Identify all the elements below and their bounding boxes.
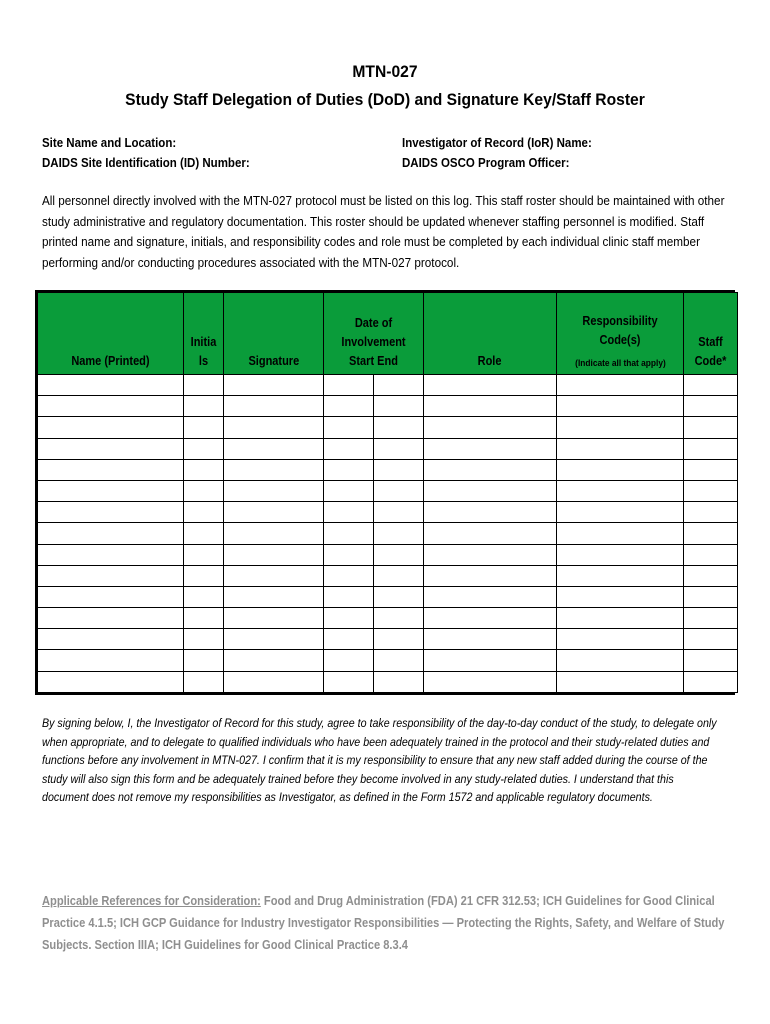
end-date-cell[interactable] bbox=[374, 438, 424, 459]
role-cell[interactable] bbox=[424, 523, 557, 544]
table-row bbox=[38, 396, 738, 417]
staff-code-cell[interactable] bbox=[684, 396, 738, 417]
initials-cell[interactable] bbox=[184, 417, 224, 438]
signature-cell[interactable] bbox=[224, 396, 324, 417]
responsibility-cell[interactable] bbox=[557, 396, 684, 417]
table-row bbox=[38, 629, 738, 650]
end-date-cell[interactable] bbox=[374, 586, 424, 607]
initials-cell[interactable] bbox=[184, 523, 224, 544]
staff-code-cell[interactable] bbox=[684, 375, 738, 396]
initials-cell[interactable] bbox=[184, 480, 224, 501]
name-cell[interactable] bbox=[38, 417, 184, 438]
references bbox=[42, 890, 727, 956]
table-row bbox=[38, 502, 738, 523]
references-text: Food and Drug Administration (FDA) 21 CFR 312.53; ICH Guidelines for Good Clinical Practice 4.1.5; ICH GCP Guidance for Industry Investigator Responsibilities — Protecting the Rights, Safety, and Welfare of Study Subjects. Section IIIA; ICH Guidelines for Good Clinical Practice 8.3.4 bbox=[42, 894, 725, 952]
table-row bbox=[38, 544, 738, 565]
end-date-cell[interactable] bbox=[374, 671, 424, 692]
header-staff-code: Staff Code* bbox=[684, 293, 738, 375]
responsibility-cell[interactable] bbox=[557, 480, 684, 501]
header-signature: Signature bbox=[224, 293, 324, 375]
name-cell[interactable] bbox=[38, 375, 184, 396]
responsibility-cell[interactable] bbox=[557, 608, 684, 629]
role-cell[interactable] bbox=[424, 629, 557, 650]
staff-code-cell[interactable] bbox=[684, 629, 738, 650]
end-date-cell[interactable] bbox=[374, 523, 424, 544]
start-date-cell[interactable] bbox=[324, 480, 374, 501]
header-role: Role bbox=[424, 293, 557, 375]
table-row bbox=[38, 438, 738, 459]
staff-code-cell[interactable] bbox=[684, 671, 738, 692]
initials-cell[interactable] bbox=[184, 650, 224, 671]
signature-cell[interactable] bbox=[224, 608, 324, 629]
investigator-statement: By signing below, I, the Investigator of Record for this study, agree to take responsibility of the day-to-day conduct of the study, to delegate only when appropriate, and to delegate to qualified individuals who have been adequately trained in the protocol and their study-related duties and functions before any involvement in MTN-027. I confirm that it is my responsibility to ensure that any new staff added during the course of the study will also sign this form and be adequately trained before they become involved in any study-related duties. I understand that this document does not remove my responsibilities as Investigator, as defined in the Form 1572 and applicable regulatory documents. bbox=[42, 716, 717, 804]
signature-cell[interactable] bbox=[224, 480, 324, 501]
signature-cell[interactable] bbox=[224, 544, 324, 565]
initials-cell[interactable] bbox=[184, 629, 224, 650]
end-date-cell[interactable] bbox=[374, 608, 424, 629]
responsibility-cell[interactable] bbox=[557, 671, 684, 692]
signature-cell[interactable] bbox=[224, 565, 324, 586]
document-subtitle: Study Staff Delegation of Duties (DoD) and Signature Key/Staff Roster bbox=[125, 90, 645, 109]
responsibility-cell[interactable] bbox=[557, 565, 684, 586]
header-responsibility: Responsibility Code(s) (Indicate all that apply) bbox=[557, 293, 684, 375]
staff-code-cell[interactable] bbox=[684, 523, 738, 544]
name-cell[interactable] bbox=[38, 438, 184, 459]
responsibility-cell[interactable] bbox=[557, 502, 684, 523]
initials-cell[interactable] bbox=[184, 544, 224, 565]
initials-cell[interactable] bbox=[184, 396, 224, 417]
table-row bbox=[38, 608, 738, 629]
responsibility-cell[interactable] bbox=[557, 523, 684, 544]
name-cell[interactable] bbox=[38, 608, 184, 629]
staff-code-cell[interactable] bbox=[684, 480, 738, 501]
table-row bbox=[38, 565, 738, 586]
responsibility-cell[interactable] bbox=[557, 629, 684, 650]
header-initials: Initia ls bbox=[184, 293, 224, 375]
responsibility-cell[interactable] bbox=[557, 375, 684, 396]
end-date-cell[interactable] bbox=[374, 629, 424, 650]
role-cell[interactable] bbox=[424, 438, 557, 459]
role-cell[interactable] bbox=[424, 671, 557, 692]
name-cell[interactable] bbox=[38, 523, 184, 544]
start-date-cell[interactable] bbox=[324, 459, 374, 480]
staff-code-cell[interactable] bbox=[684, 565, 738, 586]
role-cell[interactable] bbox=[424, 375, 557, 396]
table-row bbox=[38, 480, 738, 501]
start-date-cell[interactable] bbox=[324, 586, 374, 607]
responsibility-cell[interactable] bbox=[557, 459, 684, 480]
start-date-cell[interactable] bbox=[324, 523, 374, 544]
site-name-label: Site Name and Location: bbox=[42, 136, 177, 150]
staff-code-cell[interactable] bbox=[684, 417, 738, 438]
signature-cell[interactable] bbox=[224, 671, 324, 692]
end-date-cell[interactable] bbox=[374, 565, 424, 586]
header-date-of-involvement: Date of Involvement Start End bbox=[324, 293, 424, 375]
intro-paragraph: All personnel directly involved with the MTN-027 protocol must be listed on this log. This staff roster should be maintained with other study administrative and regulatory documentation. This roster should be updated whenever staffing personnel is modified. Staff printed name and signature, initials, and responsibility codes and role must be completed by each individual clinic staff member performing and/or conducting procedures associated with the MTN-027 protocol. bbox=[42, 194, 725, 270]
name-cell[interactable] bbox=[38, 650, 184, 671]
start-date-cell[interactable] bbox=[324, 375, 374, 396]
staff-code-cell[interactable] bbox=[684, 586, 738, 607]
initials-cell[interactable] bbox=[184, 438, 224, 459]
start-date-cell[interactable] bbox=[324, 544, 374, 565]
start-date-cell[interactable] bbox=[324, 650, 374, 671]
role-cell[interactable] bbox=[424, 396, 557, 417]
initials-cell[interactable] bbox=[184, 565, 224, 586]
initials-cell[interactable] bbox=[184, 608, 224, 629]
initials-cell[interactable] bbox=[184, 586, 224, 607]
start-date-cell[interactable] bbox=[324, 438, 374, 459]
name-cell[interactable] bbox=[38, 459, 184, 480]
role-cell[interactable] bbox=[424, 565, 557, 586]
end-date-cell[interactable] bbox=[374, 650, 424, 671]
staff-code-cell[interactable] bbox=[684, 459, 738, 480]
signature-cell[interactable] bbox=[224, 502, 324, 523]
responsibility-cell[interactable] bbox=[557, 650, 684, 671]
initials-cell[interactable] bbox=[184, 459, 224, 480]
end-date-cell[interactable] bbox=[374, 544, 424, 565]
table-row bbox=[38, 459, 738, 480]
initials-cell[interactable] bbox=[184, 502, 224, 523]
start-date-cell[interactable] bbox=[324, 629, 374, 650]
start-date-cell[interactable] bbox=[324, 671, 374, 692]
end-date-cell[interactable] bbox=[374, 417, 424, 438]
table-row bbox=[38, 375, 738, 396]
name-cell[interactable] bbox=[38, 629, 184, 650]
name-cell[interactable] bbox=[38, 671, 184, 692]
role-cell[interactable] bbox=[424, 608, 557, 629]
signature-cell[interactable] bbox=[224, 629, 324, 650]
end-date-cell[interactable] bbox=[374, 459, 424, 480]
role-cell[interactable] bbox=[424, 480, 557, 501]
role-cell[interactable] bbox=[424, 544, 557, 565]
responsibility-cell[interactable] bbox=[557, 417, 684, 438]
responsibility-cell[interactable] bbox=[557, 438, 684, 459]
program-officer-label: DAIDS OSCO Program Officer: bbox=[402, 156, 570, 170]
ior-name-label: Investigator of Record (IoR) Name: bbox=[402, 136, 592, 150]
signature-cell[interactable] bbox=[224, 417, 324, 438]
name-cell[interactable] bbox=[38, 586, 184, 607]
start-date-cell[interactable] bbox=[324, 396, 374, 417]
role-cell[interactable] bbox=[424, 650, 557, 671]
table-row bbox=[38, 586, 738, 607]
end-date-cell[interactable] bbox=[374, 480, 424, 501]
staff-code-cell[interactable] bbox=[684, 608, 738, 629]
document-title: MTN-027 bbox=[352, 62, 418, 81]
table-row bbox=[38, 417, 738, 438]
name-cell[interactable] bbox=[38, 502, 184, 523]
header-name: Name (Printed) bbox=[38, 293, 184, 375]
signature-cell[interactable] bbox=[224, 523, 324, 544]
start-date-cell[interactable] bbox=[324, 502, 374, 523]
signature-cell[interactable] bbox=[224, 459, 324, 480]
end-date-cell[interactable] bbox=[374, 396, 424, 417]
name-cell[interactable] bbox=[38, 480, 184, 501]
signature-cell[interactable] bbox=[224, 375, 324, 396]
signature-cell[interactable] bbox=[224, 650, 324, 671]
initials-cell[interactable] bbox=[184, 671, 224, 692]
responsibility-note: (Indicate all that apply) bbox=[574, 358, 666, 369]
name-cell[interactable] bbox=[38, 544, 184, 565]
table-row bbox=[38, 650, 738, 671]
staff-code-cell[interactable] bbox=[684, 544, 738, 565]
role-cell[interactable] bbox=[424, 502, 557, 523]
responsibility-cell[interactable] bbox=[557, 586, 684, 607]
staff-roster-table bbox=[35, 290, 735, 695]
end-date-cell[interactable] bbox=[374, 375, 424, 396]
table-row bbox=[38, 671, 738, 692]
end-date-cell[interactable] bbox=[374, 502, 424, 523]
name-cell[interactable] bbox=[38, 396, 184, 417]
signature-cell[interactable] bbox=[224, 438, 324, 459]
start-date-cell[interactable] bbox=[324, 565, 374, 586]
role-cell[interactable] bbox=[424, 586, 557, 607]
signature-cell[interactable] bbox=[224, 586, 324, 607]
staff-code-cell[interactable] bbox=[684, 438, 738, 459]
name-cell[interactable] bbox=[38, 565, 184, 586]
references-label: Applicable References for Consideration: bbox=[42, 894, 261, 908]
staff-code-cell[interactable] bbox=[684, 650, 738, 671]
site-id-label: DAIDS Site Identification (ID) Number: bbox=[42, 156, 250, 170]
role-cell[interactable] bbox=[424, 417, 557, 438]
start-date-cell[interactable] bbox=[324, 608, 374, 629]
role-cell[interactable] bbox=[424, 459, 557, 480]
responsibility-cell[interactable] bbox=[557, 544, 684, 565]
start-date-cell[interactable] bbox=[324, 417, 374, 438]
table-row bbox=[38, 523, 738, 544]
staff-code-cell[interactable] bbox=[684, 502, 738, 523]
initials-cell[interactable] bbox=[184, 375, 224, 396]
